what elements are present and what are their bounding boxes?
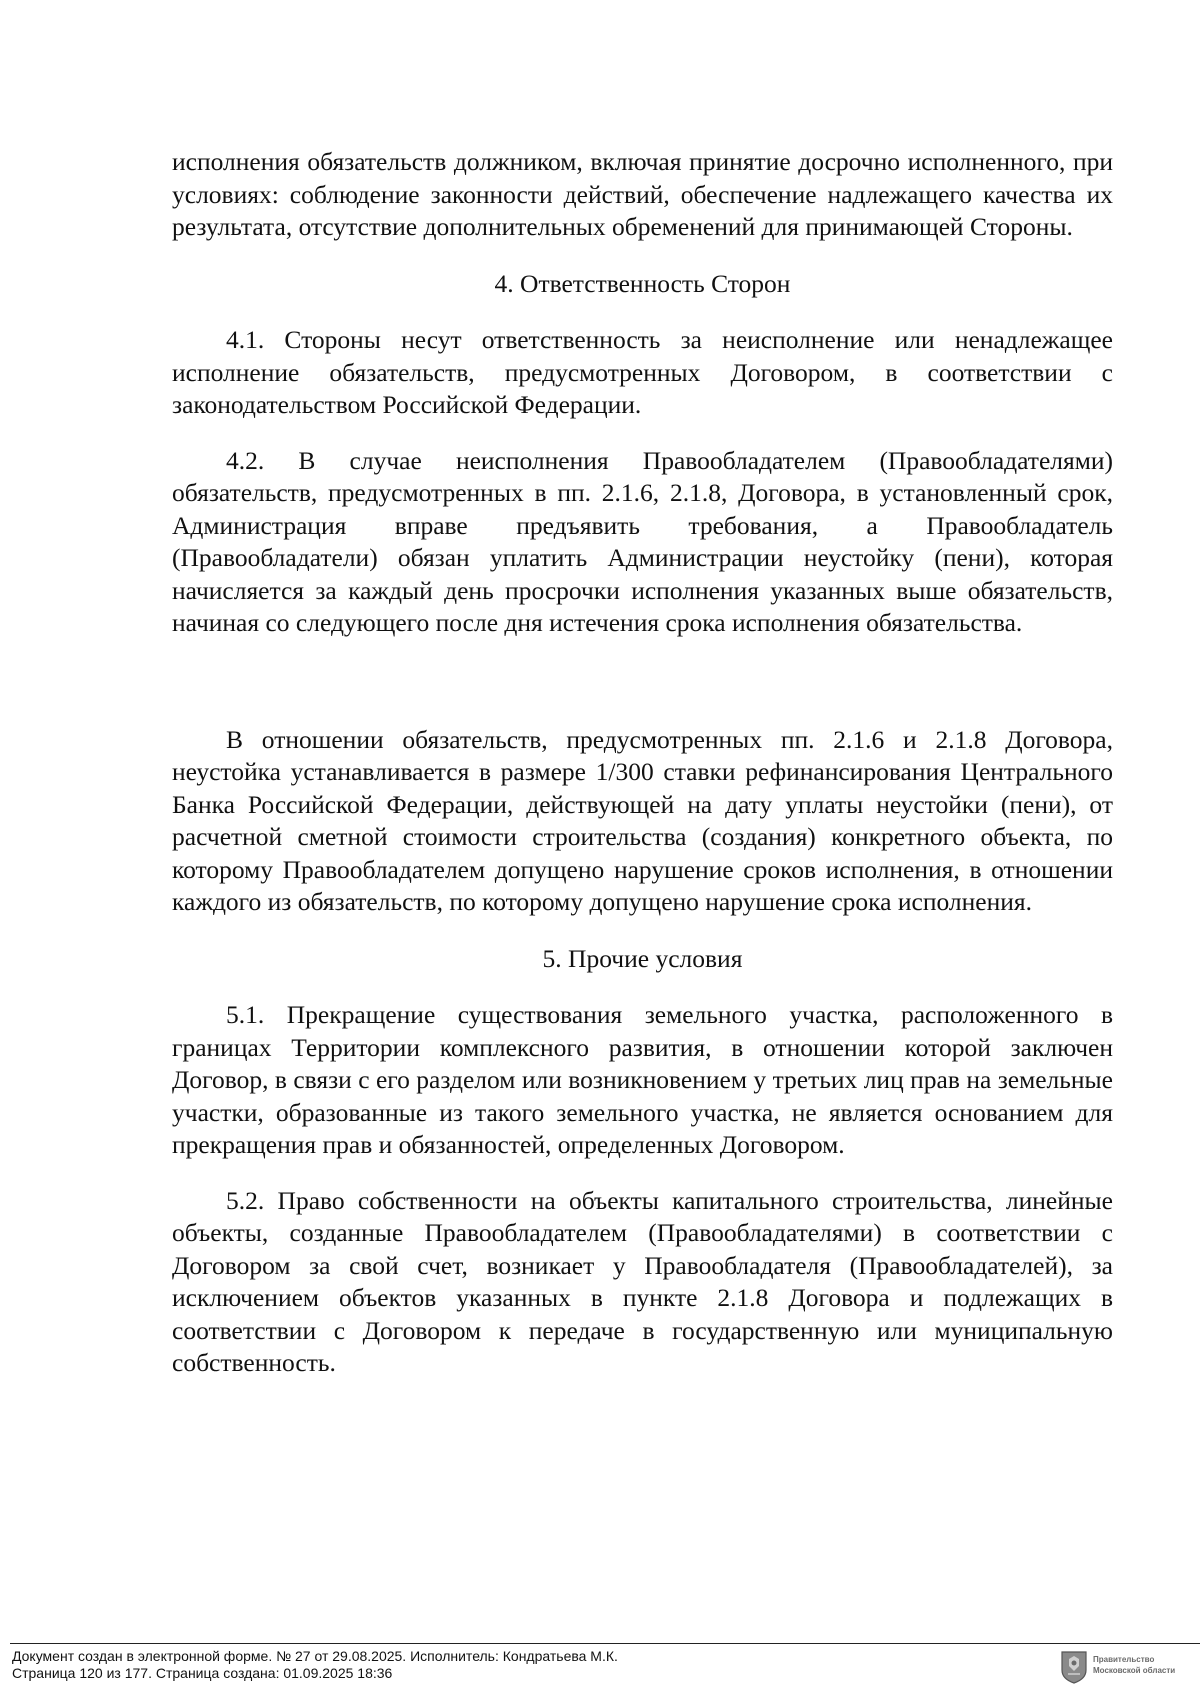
clause-5-2: 5.2. Право собственности на объекты капитального строительства, линейные объекты, созданные Правообладателем (Правообладателями) в соответствии с Договором за свой счет, возникает у Правообладателя (Правообладателей), за исключением объектов указанных в пункте 2.1.8 Договора и подлежащих в соответствии с Договором к передаче в государственную или муниципальную собственность.: [172, 1185, 1113, 1377]
footer-line-page-info: Страница 120 из 177. Страница создана: 01.09.2025 18:36: [12, 1665, 393, 1681]
footer-line-document-info: Документ создан в электронной форме. № 27 от 29.08.2025. Исполнитель: Кондратьева М.К.: [12, 1648, 618, 1664]
logo-text-line-1: Правительство: [1093, 1655, 1155, 1664]
section-4-heading: 4. Ответственность Сторон: [494, 268, 791, 298]
government-logo-text: [1093, 1654, 1175, 1676]
document-body: [172, 146, 1113, 1380]
logo-text-line-2: Московской области: [1093, 1666, 1176, 1675]
document-footer: [0, 1643, 1200, 1698]
clause-5-1: 5.1. Прекращение существования земельного участка, расположенного в границах Территории комплексного развития, в отношении которой заключен Договор, в связи с его разделом или возникновением у третьих лиц прав на земельные участки, образованные из такого земельного участка, не является основанием для прекращения прав и обязанностей, определенных Договором.: [172, 1000, 1113, 1159]
clause-4-1: 4.1. Стороны несут ответственность за неисполнение или ненадлежащее исполнение обязательств, предусмотренных Договором, в соответствии с законодательством Российской Федерации.: [172, 325, 1113, 419]
footer-divider: [10, 1643, 1200, 1644]
clause-4-2: 4.2. В случае неисполнения Правообладателем (Правообладателями) обязательств, предусмотренных в пп. 2.1.6, 2.1.8, Договора, в установленный срок, Администрация вправе предъявить требования, а Правообладатель (Правообладатели) обязан уплатить Администрации неустойку (пени), которая начисляется за каждый день просрочки исполнения указанных выше обязательств, начиная со следующего после дня истечения срока исполнения обязательства.: [172, 445, 1113, 637]
footer-info: [12, 1648, 618, 1682]
continuation-paragraph: исполнения обязательств должником, включая принятие досрочно исполненного, при условиях: соблюдение законности действий, обеспечение надлежащего качества их результата, отсутствие дополнительных обременений для принимающей Стороны.: [172, 147, 1113, 241]
government-logo: [1060, 1648, 1196, 1688]
section-5-heading: 5. Прочие условия: [542, 943, 743, 973]
moscow-region-coat-of-arms-icon: [1060, 1650, 1088, 1684]
clause-4-2-penalty: В отношении обязательств, предусмотренных пп. 2.1.6 и 2.1.8 Договора, неустойка устанавливается в размере 1/300 ставки рефинансирования Центрального Банка Российской Федерации, действующей на дату уплаты неустойки (пени), от расчетной сметной стоимости строительства (создания) конкретного объекта, по которому Правообладателем допущено нарушение сроков исполнения, в отношении каждого из обязательств, по которому допущено нарушение срока исполнения.: [172, 724, 1113, 916]
